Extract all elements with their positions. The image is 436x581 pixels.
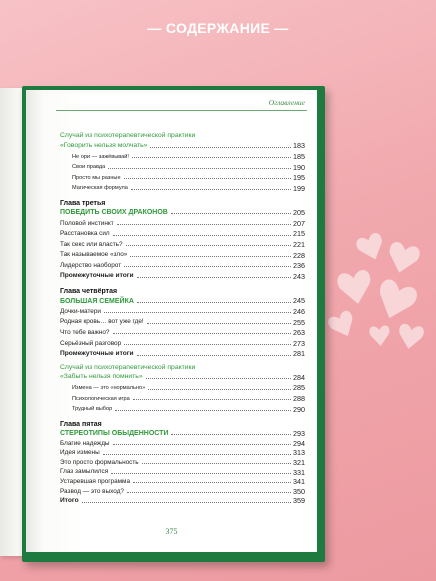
toc-entry-label: Развод — это выход? xyxy=(60,487,124,495)
toc-entry-label: Так секс или власть? xyxy=(60,240,123,248)
chapter-title: ПОБЕДИТЬ СВОИХ ДРАКОНОВ xyxy=(60,209,168,217)
toc-entry[interactable] xyxy=(60,447,305,457)
toc-entry-page: 205 xyxy=(293,208,305,218)
toc-entry[interactable] xyxy=(60,392,305,403)
toc-entry[interactable] xyxy=(60,402,305,413)
toc-entry[interactable] xyxy=(60,248,305,259)
toc-entry-page: 195 xyxy=(293,173,305,183)
heart-icon xyxy=(355,231,388,263)
toc-entry-page: 243 xyxy=(293,271,305,281)
toc-entry[interactable] xyxy=(60,326,305,337)
toc-entry-page: 284 xyxy=(293,372,305,382)
toc-entry-page: 350 xyxy=(293,486,305,496)
toc-entry[interactable] xyxy=(60,476,305,486)
toc-entry-page: 321 xyxy=(293,457,305,467)
toc-entry[interactable] xyxy=(60,227,305,238)
toc-entry[interactable] xyxy=(60,485,305,495)
toc-entry-label: Это просто формальность xyxy=(60,458,139,466)
toc-entry-page: 255 xyxy=(293,317,305,327)
toc-entry[interactable] xyxy=(60,466,305,476)
heart-icon xyxy=(384,240,421,276)
toc-entry[interactable] xyxy=(60,371,305,382)
toc-entry-page: 285 xyxy=(293,383,305,393)
toc-entry-label: Расстановка сил xyxy=(60,230,110,238)
toc-entry[interactable] xyxy=(60,336,305,347)
toc-entry-page: 245 xyxy=(293,296,305,306)
toc-entry-page: 281 xyxy=(293,349,305,359)
chapter-title: СТЕРЕОТИПЫ ОБЫДЕННОСТИ xyxy=(60,430,169,438)
toc-entry-label: Просто мы разные xyxy=(72,174,121,181)
toc-entry-label: Дочки-матери xyxy=(60,307,101,315)
toc-entry-label: Промежуточные итоги xyxy=(60,349,134,357)
heart-icon xyxy=(336,269,374,307)
toc-entry-label: Серьёзный разговор xyxy=(60,339,122,347)
toc-entry-page: 331 xyxy=(293,467,305,477)
toc-entry-page: 294 xyxy=(293,438,305,448)
toc-entry[interactable] xyxy=(60,305,305,316)
toc-entry-page: 288 xyxy=(293,394,305,404)
toc-entry-page: 293 xyxy=(293,429,305,439)
toc-entry-page: 228 xyxy=(293,250,305,260)
toc-entry-page: 236 xyxy=(293,261,305,271)
heart-icon xyxy=(372,277,420,324)
toc-entry-label: Так называемое «зло» xyxy=(60,251,128,259)
toc-entry-label: Свои правда xyxy=(72,164,106,171)
page-number: 375 xyxy=(165,527,178,536)
toc-entry-label: Устаревшая программа xyxy=(60,477,131,485)
toc-entry-page: 190 xyxy=(293,162,305,172)
chapter-label: Глава пятая xyxy=(60,420,102,428)
chapter-title-entry[interactable] xyxy=(60,428,305,438)
toc-entry-label: Измена — это «нормально» xyxy=(72,385,146,392)
toc-entry-label: Итого xyxy=(60,496,79,504)
heart-icon xyxy=(396,323,425,351)
toc-entry-label: Половой инстинкт xyxy=(60,219,114,227)
toc-entry-label: Родная кровь… вот уже где! xyxy=(60,318,144,326)
chapter-title-entry[interactable] xyxy=(60,295,305,305)
toc-entry-page: 263 xyxy=(293,328,305,338)
toc-summary[interactable] xyxy=(60,347,305,358)
toc-entry-page: 290 xyxy=(293,404,305,414)
toc-entry-label: Магическая формула xyxy=(72,185,128,192)
heart-icon xyxy=(369,325,391,347)
toc-entry-page: 183 xyxy=(293,141,305,151)
toc-entry-label: Идея измены xyxy=(60,449,100,457)
toc-entry[interactable] xyxy=(60,160,305,171)
toc-entry-page: 199 xyxy=(293,183,305,193)
toc-entry-label: Промежуточные итоги xyxy=(60,272,134,280)
toc-entry-page: 273 xyxy=(293,338,305,348)
toc-entry-page: 185 xyxy=(293,151,305,161)
chapter-label: Глава третья xyxy=(60,199,106,207)
toc-entry[interactable] xyxy=(60,259,305,270)
chapter-label: Глава четвёртая xyxy=(60,288,118,296)
toc-summary[interactable] xyxy=(60,495,305,505)
toc-entry[interactable] xyxy=(60,150,305,161)
book-page xyxy=(26,90,317,552)
heart-icon xyxy=(326,309,359,341)
toc-entry-page: 215 xyxy=(293,229,305,239)
toc-entry-label: Глаз замылился xyxy=(60,468,109,476)
running-head: Оглавление xyxy=(268,98,305,107)
table-of-contents xyxy=(60,126,305,505)
toc-entry-page: 246 xyxy=(293,306,305,316)
toc-entry-label: Благие надежды xyxy=(60,439,110,447)
chapter-title: БОЛЬШАЯ СЕМЕЙКА xyxy=(60,297,134,305)
toc-entry-label: Что тебе важно? xyxy=(60,328,110,336)
toc-entry[interactable] xyxy=(60,139,305,150)
toc-entry-label: Психологическая игра xyxy=(72,395,130,402)
toc-entry[interactable] xyxy=(60,238,305,249)
toc-entry[interactable] xyxy=(60,457,305,467)
case-title: Случай из психотерапевтической практики xyxy=(60,363,196,371)
toc-entry[interactable] xyxy=(60,315,305,326)
running-rule xyxy=(56,110,307,111)
toc-entry-page: 221 xyxy=(293,240,305,250)
section-title: — СОДЕРЖАНИЕ — xyxy=(147,20,289,36)
toc-entry-page: 341 xyxy=(293,477,305,487)
toc-entry-page: 313 xyxy=(293,448,305,458)
toc-entry[interactable] xyxy=(60,437,305,447)
toc-entry[interactable] xyxy=(60,381,305,392)
toc-summary[interactable] xyxy=(60,269,305,280)
toc-entry-label: «Забыть нельзя помнить» xyxy=(60,373,143,381)
case-title: Случай из психотерапевтической практики xyxy=(60,132,196,139)
toc-entry[interactable] xyxy=(60,216,305,227)
chapter-title-entry[interactable] xyxy=(60,207,305,217)
toc-entry[interactable] xyxy=(60,181,305,192)
toc-entry-label: «Говорить нельзя молчать» xyxy=(60,141,148,149)
toc-entry[interactable] xyxy=(60,171,305,182)
toc-entry-label: Трудный выбор xyxy=(72,406,113,413)
toc-entry-page: 359 xyxy=(293,496,305,506)
toc-entry-label: Лидерство наоборот xyxy=(60,262,122,270)
toc-entry-page: 207 xyxy=(293,218,305,228)
toc-entry-label: Не ори — зажёвывай! xyxy=(72,153,129,160)
